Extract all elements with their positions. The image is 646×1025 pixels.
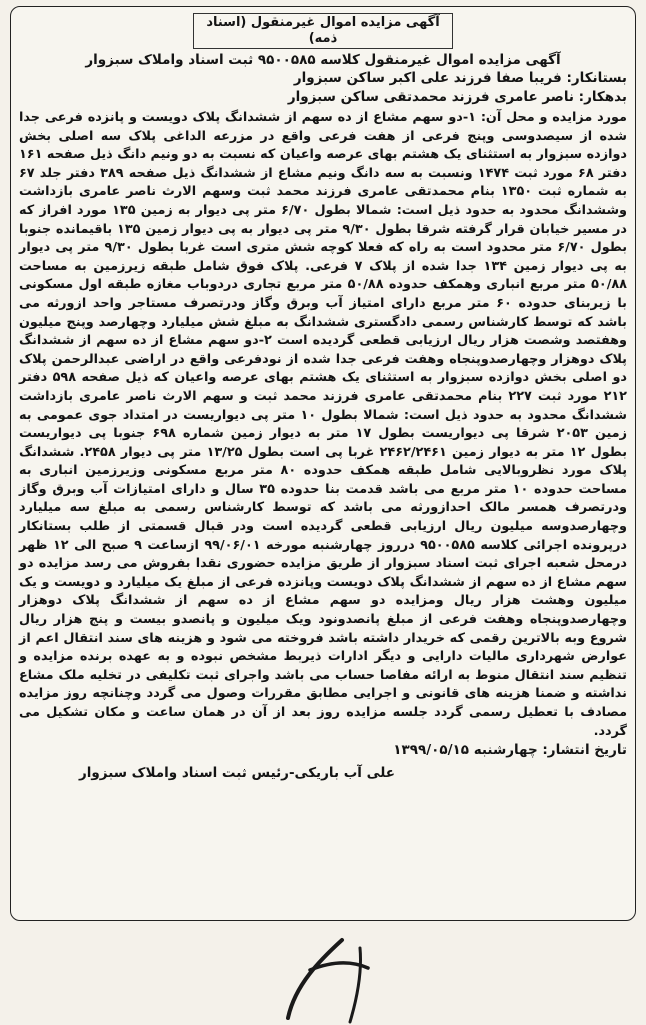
creditor-line: بستانکار: فریبا صفا فرزند علی اکبر ساکن سبزوار [293, 70, 627, 86]
publish-date: تاریخ انتشار: چهارشنبه ۱۳۹۹/۰۵/۱۵ [393, 742, 627, 759]
notice-body: مورد مزایده و محل آن: ۱-دو سهم مشاع از ده سهم از ششدانگ پلاک دویست و پانزده فرعی جدا شده از سیصدوسی وپنج فرعی از هفت فرعی واقع در مزرعه الداغی پلاک سه اصلی بخش دوازده سبزوار به استثنای یک هشتم بهای عرصه واعیان که نسبت به دو ونیم دانگ ذیل صفحه ۱۶۱ دفتر ۶۸ مورد ثبت ۱۴۷۴ ونسبت به سه دانگ ونیم مشاع از ششدانگ ذیل صفحه ۳۸۹ دفتر جلد ۶۷ به شماره ثبت ۱۳۵۰ بنام محمدتقی عامری فرزند محمد ثبت وسهم الارث ناصر عامری بازداشت وششدانگ محدود به حدود ذیل است: شمالا بطول ۶/۷۰ متر پی دیوار به زمین ۱۳۵ مورد افراز که در مسیر خیابان قرار گرفته شرقا بطول ۹/۳۰ متر پی دیوار به پی دیوار زمین ۱۳۵ باقیمانده جنوبا بطول ۶/۷۰ متر محدود است به راه که فعلا کوچه شش متری است غربا بطول ۹/۳۰ متر پی دیوار به پی دیوار زمین ۱۳۴ جدا شده از پلاک ۷ فرعی. پلاک فوق شامل طبقه زیرزمین به مساحت ۵۰/۸۸ متر مربع انباری وهمکف حدوده ۵۰/۸۸ متر مربع تجاری دردوباب مغازه طبقه اول مسکونی با زیربنای حدوده ۶۰ متر مربع دارای امتیاز آب وبرق وگاز ودرتصرف مستاجر واحد ازورثه می باشد که توسط کارشناس رسمی دادگستری ششدانگ به مبلغ شش میلیارد وچهارصد وپنج میلیون وهفتصد وشصت هزار ریال ارزیابی قطعی گردیده است ۲-دو سهم مشاع از ده سهم از ششدانگ پلاک دوهزار وچهارصدوپنجاه وهفت فرعی جدا شده از نودفرعی واقع در اراضی عبدالرحمن پلاک دو اصلی بخش دوازده سبزوار به استثنای یک هشتم بهای عرصه واعیان که ذیل صفحه ۵۹۸ دفتر ۲۱۲ مورد ثبت ۲۲۷ بنام محمدتقی عامری فرزند محمد ثبت و سهم الارث ناصر عامری بازداشت ششدانگ محدود به حدود ذیل است: شمالا بطول ۱۰ متر پی دیواریست در امتداد جوی عمومی به زمین ۲۰۵۳ شرقا پی دیواریست بطول ۱۷ متر به دیوار زمین شماره ۶۹۸ جنوبا پی دیواریست بطول ۱۲ متر به دیوار زمین ۲۴۶۲/۲۴۶۱ غربا پی است بطول ۱۳/۲۵ متر پی دیوار ۲۴۵۸. ششدانگ پلاک مورد نظروبالایی شامل طبقه همکف حدوده ۸۰ متر مربع مسکونی وزیرزمین انباری به مساحت حدوده ۱۰ متر مربع می باشد قدمت بنا حدوده ۳۵ سال و دارای امتیازات آب وبرق وگاز ودرتصرف همسر مالک احدازورثه می باشد که توسط کارشناس رسمی به مبلغ سه میلیارد وچهارصدوسه میلیون ریال ارزیابی قطعی گردیده است ودر قبال قسمتی از طلب بستانکار درپرونده اجرائی کلاسه ۹۵۰۰۵۸۵ درروز چهارشنبه مورخه ۹۹/۰۶/۰۱ ازساعت ۹ صبح الی ۱۲ ظهر درمحل شعبه اجرای ثبت اسناد سبزوار از طریق مزایده حضوری نقدا بفروش می رسد مزایده دو سهم مشاع از ده سهم از ششدانگ پلاک دویست وپانزده فرعی از مبلغ یک میلیارد و دویست و یک میلیون وهشت هزار ریال ومزایده دو سهم مشاع از ده سهم از ششدانگ پلاک دوهزار وچهارصدوپنجاه وهفت فرعی از مبلغ پانصدونود ویک میلیون و پانصدو بیست و پنج هزار ریال شروع وبه بالاترین رقمی که خریدار داشته باشد فروخته می شود و هزینه های سند انتقال اعم از عوارض شهرداری مالیات دارایی و دیگر ادارات ذیربط مشخص نبوده و به عهده برنده مزایده و تنظیم سند انتقال منوط به ارائه مفاصا حساب می باشد واجرای ثبت تکلیفی در تخلیه ملک مشاع نداشته و ضمنا هزینه های قانونی و اجرایی مطابق مقررات وصول می گردد وچنانچه روز مزایده مصادف با تعطیل رسمی گردد جلسه مزایده روز بعد از آن در همان ساعت و مکان تشکیل می گردد. [19, 110, 628, 739]
handwritten-signature-mark [250, 930, 410, 1025]
auction-notice [10, 6, 636, 921]
notice-title: آگهی مزایده اموال غیرمنقول کلاسه ۹۵۰۰۵۸۵ ثبت اسناد واملاک سبزوار [85, 52, 561, 68]
debtor-line: بدهکار: ناصر عامری فرزند محمدتقی ساکن سبزوار [287, 89, 627, 105]
boxed-title: آگهی مزایده اموال غیرمنقول (اسناد ذمه) [193, 13, 453, 49]
signature-line: علی آب باریکی-رئیس ثبت اسناد واملاک سبزوار [79, 765, 396, 782]
